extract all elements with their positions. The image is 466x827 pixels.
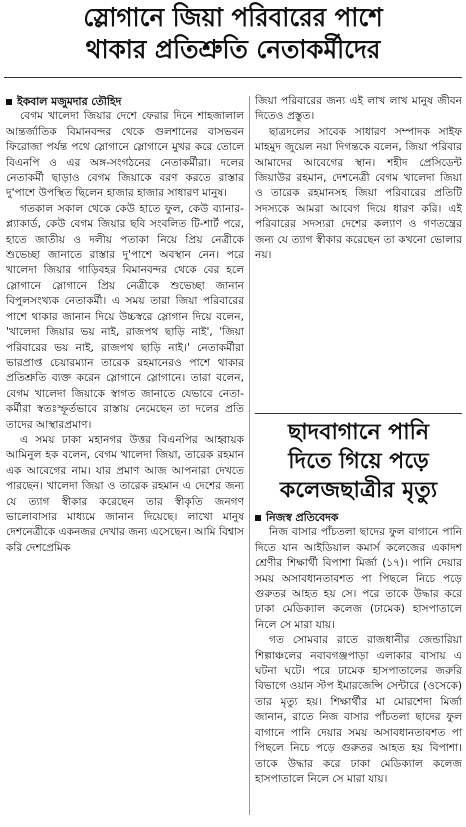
story1-byline-text: ইকবাল মজুমদার তৌহিদ	[17, 95, 122, 108]
story2-paragraph: নিজ বাসার পাঁচতলা ছাদের ফুল বাগানে পানি দিতে যান আইডিয়াল কমার্স কলেজের একাদশ শ্রেণীর শিক্ষার্থী বিপাশা মির্জা (১৭)। পানি দেয়ার সময় অসাবধানতাবশত পা পিছলে নিচে পড়ে গুরুতর আহত হয় সে। পরে তাকে উদ্ধার করে ঢাকা মেডিক্যাল কলেজ (ঢামেক) হাসপাতালে নিলে সে মারা যায়।	[255, 526, 462, 631]
story2-headline-line3: কলেজছাত্রীর মৃত্যু	[279, 478, 438, 503]
story1-paragraph: গতকাল সকাল থেকে কেউ হাতে ফুল, কেউ ব্যানার-প্ল্যাকার্ড, কেউ বেগম জিয়ার ছবি সংবলিত টি-শার্ট পরে, হাতে জাতীয় ও দলীয় পতাকা নিয়ে প্রিয় নেত্রীকে শুভেচ্ছা জানাতে রাস্তার দু'পাশে অবস্থান নেন। পরে খালেদা জিয়ার গাড়িবহর বিমানবন্দর থেকে বের হলে স্লোগানে স্লোগানে প্রিয় নেত্রীকে শুভেচ্ছা জানান বিপুলসংখ্যক নেতাকর্মী। এ সময় তারা জিয়া পরিবারের পাশে থাকার জানান দিয়ে উচ্চস্বরে স্লোগান দিয়ে বলেন, 'খালেদা জিয়ার ভয় নাই, রাজপথ ছাড়ি নাই', 'জিয়া পরিবারের ভয় নাই, রাজপথ ছাড়ি নাই।' নেতাকর্মীরা ভারপ্রাপ্ত চেয়ারম্যান তারেক রহমানেরও পাশে থাকার প্রতিশ্রুতি ব্যক্ত করেন স্লোগানে স্লোগানে। তারা বলেন, বেগম খালেদা জিয়াকে স্বাগত জানাতে যেভাবে নেতা-কর্মীরা স্বতঃস্ফূর্তভাবে রাস্তায় নেমেছেন তা দলের প্রতি তাদের আস্থারপ্রমাণ।	[6, 202, 244, 431]
main-headline-line2: থাকার প্রতিশ্রুতি নেতাকর্মীদের	[85, 35, 381, 65]
story1-left-column	[6, 94, 244, 819]
story1-continuation: জিয়া পরিবারের জন্য এই লাখ লাখ মানুষ জীবন দিতেও প্রস্তুত।	[255, 95, 462, 123]
story2-headline-line1: ছাদবাগানে পানি	[287, 420, 430, 445]
main-headline-line1: স্লোগানে জিয়া পরিবারের পাশে	[83, 3, 383, 33]
story2-byline-text: নিজস্ব প্রতিবেদক	[266, 511, 339, 524]
story2-paragraph: গত সোমবার রাতে রাজধানীর জেন্ডারিয়া শিল্পাঞ্চলের নবাবগঞ্জপাড়া এলাকার বাসায় এ ঘটনা ঘটে। পরে ঢামেক হাসপাতালের জরুরি বিভাগে ওয়ান স্টপ ইমারজেন্সি সেন্টারে (ওসেকে) তার মৃত্যু হয়। শিক্ষার্থীর মা মোরশেদা মির্জা জানান, রাতে নিজ বাসার পাঁচতলা ছাদের ফুল বাগানে পানি দেয়ার সময় অসাবধানতাবশত পা পিছলে নিচে পড়ে গুরুতর আহত হয় বিপাশা। তাকে উদ্ধার করে ঢাকা মেডিক্যাল কলেজ হাসপাতালে নিলে সে মারা যায়।	[255, 634, 462, 785]
story2-body	[255, 510, 462, 818]
byline-bullet-icon	[255, 515, 261, 521]
story1-paragraph: ছাত্রদলের সাবেক সাধারণ সম্পাদক সাইফ মাহমুদ জুয়েল নয়া দিগন্তকে বলেন, জিয়া পরিবার আমাদের আবেগের স্থান। শহীদ প্রেসিডেন্ট জিয়াউর রহমান, দেশনেত্রী বেগম খালেদা জিয়া ও তারেক রহমানসহ জিয়া পরিবারের প্রতিটি সদস্যকে আমরা আবেগ দিয়ে ধারণ করি। এই পরিবারের সদস্যরা দেশের কল্যাণ ও গণতন্ত্রের জন্য যে ত্যাগ স্বীকার করেছেন তা কখনো ভোলার নয়।	[255, 125, 462, 262]
story2-top-rule	[255, 413, 462, 414]
story2-headline	[255, 418, 462, 505]
main-headline	[13, 2, 453, 66]
column-divider	[249, 96, 250, 815]
headline-divider	[4, 77, 462, 78]
story1-paragraph: এ সময় ঢাকা মহানগর উত্তর বিএনপির আহ্বায়ক আমিনুল হক বলেন, বেগম খালেদা জিয়া, তারেক রহমান এক আবেগের নাম। যার প্রমাণ আজ আপনারা দেখতে পারছেন। খালেদা জিয়া ও তারেক রহমান এ দেশের জন্য যে ত্যাগ স্বীকার করেছেন তার স্বীকৃতি জনগণ ভালোবাসার মাধ্যমে জানান দিয়েছে। লাখো মানুষ দেশনেত্রীকে একনজর দেখার জন্য এসেছেন। আমি বিশ্বাস করি দেশপ্রেমিক	[6, 433, 244, 554]
story2-headline-line2: দিতে গিয়ে পড়ে	[288, 449, 429, 474]
story1-paragraph: বেগম খালেদা জিয়ার দেশে ফেরার দিনে শাহজালাল আন্তর্জাতিক বিমানবন্দর থেকে গুলশানের বাসভবন ফিরোজা পর্যন্ত পথে স্লোগানে স্লোগানে মুখর করে তোলে বিএনপি ও এর অঙ্গ-সংগঠনের নেতাকর্মীরা। দলের নেতাকর্মী ছাড়াও বেগম জিয়াকে বরণ করতে রাস্তার দু'পাশে উপস্থিত ছিলেন হাজার হাজার সাধারণ মানুষ।	[6, 110, 244, 200]
story1-byline	[6, 94, 244, 109]
story2-byline	[255, 510, 462, 525]
story1-right-column	[255, 94, 462, 414]
byline-bullet-icon	[6, 99, 12, 105]
